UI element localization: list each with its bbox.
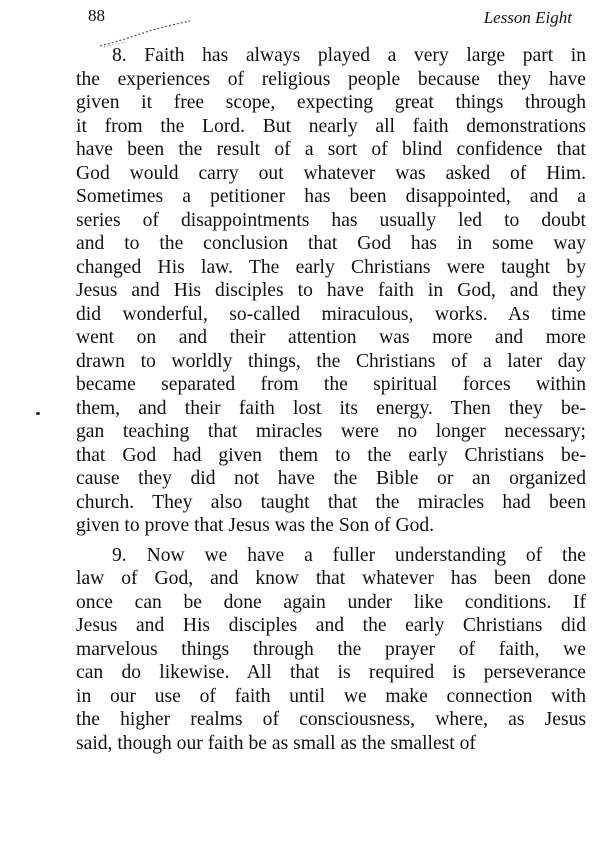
- text-line: drawn to worldly things, the Christians of a later day: [76, 350, 586, 372]
- text-line: Sometimes a petitioner has been disappointed, and a: [76, 186, 586, 207]
- text-line: 9. Now we have a fuller understanding of the: [112, 544, 586, 566]
- text-line: once can be done again under like conditions. If: [76, 591, 586, 613]
- text-line: changed His law. The early Christians were taught by: [76, 256, 586, 278]
- body-text: [76, 44, 586, 755]
- page-number: 88: [88, 6, 105, 25]
- stray-speck: [36, 412, 40, 415]
- text-line: it from the Lord. But nearly all faith demonstrations: [76, 115, 586, 137]
- text-line: law of God, and know that whatever has been done: [76, 568, 586, 589]
- text-line: church. They also taught that the miracles had been: [76, 491, 586, 513]
- text-line: given to prove that Jesus was the Son of God.: [76, 515, 435, 536]
- text-line: have been the result of a sort of blind confidence that: [76, 139, 586, 160]
- text-line: gan teaching that miracles were no longer necessary;: [76, 421, 586, 442]
- text-line: Jesus and His disciples to have faith in God, and they: [76, 280, 586, 301]
- text-line: that God had given them to the early Christians be-: [76, 444, 586, 466]
- text-line: given it free scope, expecting great things through: [76, 92, 586, 113]
- text-line: the higher realms of consciousness, where, as Jesus: [76, 709, 586, 730]
- text-line: became separated from the spiritual forces within: [76, 374, 586, 395]
- text-line: can do likewise. All that is required is perseverance: [76, 662, 586, 683]
- text-line: them, and their faith lost its energy. Then they be-: [76, 397, 586, 419]
- text-line: cause they did not have the Bible or an organized: [76, 468, 586, 489]
- running-head: Lesson Eight: [483, 8, 572, 27]
- text-line: God would carry out whatever was asked of Him.: [76, 162, 586, 184]
- text-line: series of disappointments has usually led to doubt: [76, 209, 586, 231]
- paragraph: [76, 44, 586, 538]
- text-line: and to the conclusion that God has in some way: [76, 233, 586, 254]
- text-line: said, though our faith be as small as the smallest of: [76, 732, 476, 754]
- text-line: marvelous things through the prayer of faith, we: [76, 638, 586, 660]
- text-line: went on and their attention was more and more: [76, 327, 586, 348]
- paragraph: [76, 544, 586, 756]
- text-line: in our use of faith until we make connection with: [76, 685, 586, 707]
- text-line: Jesus and His disciples and the early Christians did: [76, 615, 586, 636]
- text-line: 8. Faith has always played a very large part in: [112, 45, 586, 66]
- text-line: did wonderful, so-called miraculous, works. As time: [76, 303, 586, 325]
- text-line: the experiences of religious people because they have: [76, 68, 586, 90]
